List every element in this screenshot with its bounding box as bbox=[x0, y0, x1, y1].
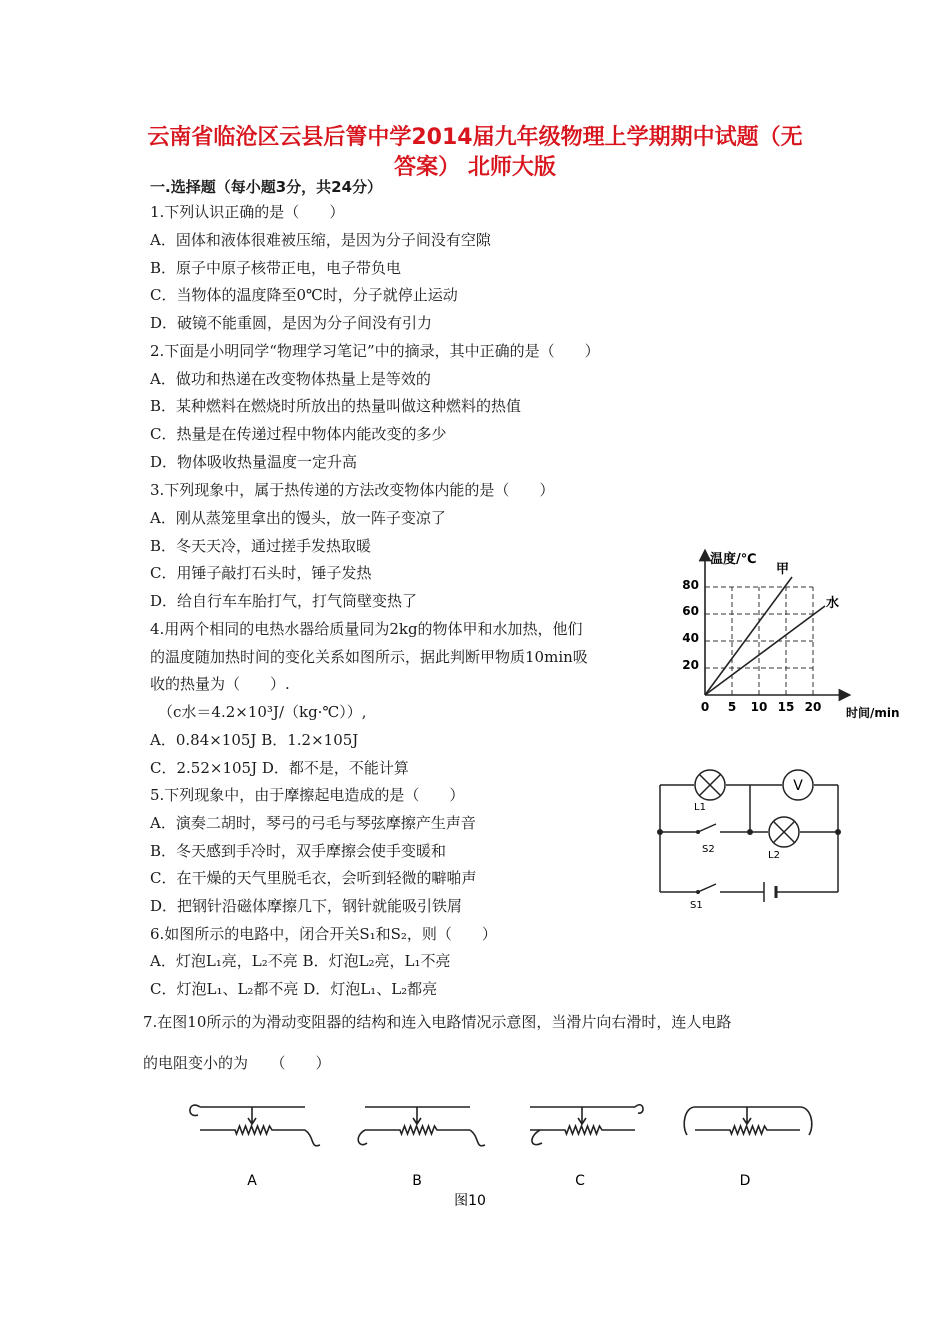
rheostat-c-wire-left bbox=[532, 1130, 542, 1145]
rheostat-a-slider bbox=[248, 1107, 256, 1124]
rheostat-c-wire-right bbox=[635, 1105, 643, 1113]
question-2-option-d: D．物体吸收热量温度一定升高 bbox=[150, 453, 358, 471]
question-1-option-a: A．固体和液体很难被压缩，是因为分子间没有空隙 bbox=[150, 231, 491, 249]
x-tick-20: 20 bbox=[804, 700, 822, 714]
rheostat-c-slider bbox=[578, 1107, 586, 1124]
question-5-option-d: D．把钢针沿磁体摩擦几下，钢针就能吸引铁屑 bbox=[150, 897, 463, 915]
y-tick-20: 20 bbox=[682, 658, 699, 672]
lamp-l1-icon bbox=[695, 770, 725, 800]
series-line-shui bbox=[705, 606, 825, 695]
question-4-options-ab: A．0.84×105J B．1.2×105J bbox=[150, 731, 359, 749]
question-3-option-a: A．刚从蒸笼里拿出的馒头，放一阵子变凉了 bbox=[150, 509, 446, 527]
rheostat-a-wire-right bbox=[305, 1130, 320, 1146]
title-line-2: 答案） 北师大版 bbox=[394, 155, 556, 180]
rheostat-d-wire-right bbox=[800, 1107, 812, 1135]
temperature-graph bbox=[670, 545, 920, 734]
question-1-option-c: C．当物体的温度降至0℃时，分子就停止运动 bbox=[150, 286, 458, 304]
rheostat-c-coil bbox=[530, 1126, 635, 1134]
question-3-option-d: D．给自行车车胎打气，打气筒壁变热了 bbox=[150, 592, 418, 610]
switch-s2-label: S2 bbox=[702, 844, 715, 855]
junction-dots bbox=[657, 829, 841, 894]
question-4-options-cd: C．2.52×105J D．都不是，不能计算 bbox=[150, 759, 409, 777]
x-tick-10: 10 bbox=[750, 700, 768, 714]
rheostat-d-wire-left bbox=[684, 1107, 695, 1135]
question-2: 2.下面是小明同学“物理学习笔记”中的摘录，其中正确的是（ ） bbox=[150, 342, 600, 360]
x-tick-5: 5 bbox=[727, 700, 737, 714]
circuit-diagram bbox=[650, 760, 850, 914]
question-1-option-b: B．原子中原子核带正电，电子带负电 bbox=[150, 259, 402, 277]
question-5-option-b: B．冬天感到手冷时，双手摩擦会使手变暖和 bbox=[150, 842, 447, 860]
voltmeter-label: V bbox=[793, 778, 803, 794]
question-4-line-3: 收的热量为（ ）. bbox=[150, 675, 290, 693]
document-title bbox=[120, 123, 830, 183]
question-1-option-d: D．破镜不能重圆，是因为分子间没有引力 bbox=[150, 314, 433, 332]
y-axis-label: 温度/℃ bbox=[710, 552, 757, 567]
battery-icon bbox=[764, 882, 776, 902]
switch-s1-label: S1 bbox=[690, 900, 703, 910]
y-tick-40: 40 bbox=[682, 631, 699, 645]
x-axis-label: 时间/min bbox=[846, 706, 900, 720]
question-2-option-c: C．热量是在传递过程中物体内能改变的多少 bbox=[150, 425, 447, 443]
question-7-line-1: 7.在图10所示的为滑动变阻器的结构和连入电路情况示意图，当滑片向右滑时，连人电路 bbox=[143, 1013, 732, 1031]
y-tick-80: 80 bbox=[682, 578, 699, 592]
lamp-l2-label: L2 bbox=[768, 850, 780, 861]
rheostat-b-coil bbox=[365, 1126, 470, 1134]
x-tick-15: 15 bbox=[777, 700, 795, 714]
rheostat-label-c: C bbox=[575, 1173, 585, 1189]
rheostat-a-coil bbox=[200, 1126, 305, 1134]
question-7-line-2: 的电阻变小的为 （ ） bbox=[143, 1054, 331, 1072]
question-6-options-cd: C．灯泡L₁、L₂都不亮 D．灯泡L₁、L₂都亮 bbox=[150, 980, 438, 998]
question-5: 5.下列现象中，由于摩擦起电造成的是（ ） bbox=[150, 786, 465, 804]
rheostat-a-wire-left bbox=[190, 1105, 200, 1115]
question-2-option-b: B．某种燃料在燃烧时所放出的热量叫做这种燃料的热值 bbox=[150, 397, 522, 415]
x-tick-0: 0 bbox=[700, 700, 710, 714]
rheostat-b-slider bbox=[413, 1107, 421, 1124]
question-4-line-4: （c水＝4.2×10³J/（kg·℃））, bbox=[158, 703, 367, 721]
temperature-graph-svg bbox=[670, 545, 920, 730]
question-4-line-1: 4.用两个相同的电热水器给质量同为2kg的物体甲和水加热，他们 bbox=[150, 620, 583, 638]
question-5-option-a: A．演奏二胡时，琴弓的弓毛与琴弦摩擦产生声音 bbox=[150, 814, 476, 832]
voltmeter-icon bbox=[783, 770, 813, 800]
lamp-l1-label: L1 bbox=[694, 802, 706, 813]
question-6: 6.如图所示的电路中，闭合开关S₁和S₂，则（ ） bbox=[150, 925, 497, 943]
question-3-option-c: C．用锤子敲打石头时，锤子发热 bbox=[150, 564, 372, 582]
question-2-option-a: A．做功和热递在改变物体热量上是等效的 bbox=[150, 370, 431, 388]
rheostat-label-d: D bbox=[739, 1173, 751, 1189]
section-heading: 一.选择题（每小题3分，共24分） bbox=[150, 178, 383, 196]
rheostat-label-a: A bbox=[247, 1173, 257, 1189]
figure-caption: 图10 bbox=[454, 1193, 486, 1209]
rheostat-figure bbox=[170, 1085, 830, 1219]
question-4-line-2: 的温度随加热时间的变化关系如图所示，据此判断甲物质10min吸 bbox=[150, 648, 588, 666]
series-label-jia: 甲 bbox=[776, 562, 790, 577]
lamp-l2-icon bbox=[769, 817, 799, 847]
question-1: 1.下列认识正确的是（ ） bbox=[150, 203, 345, 221]
rheostat-b-wire-right bbox=[470, 1130, 485, 1146]
question-5-option-c: C．在干燥的天气里脱毛衣，会听到轻微的噼啪声 bbox=[150, 869, 477, 887]
question-6-options-ab: A．灯泡L₁亮，L₂不亮 B．灯泡L₂亮，L₁不亮 bbox=[150, 952, 451, 970]
y-tick-60: 60 bbox=[682, 604, 699, 618]
circuit-diagram-svg bbox=[650, 760, 850, 910]
rheostat-d-slider bbox=[743, 1107, 751, 1124]
series-label-shui: 水 bbox=[826, 596, 840, 611]
rheostat-b-wire-left bbox=[358, 1130, 367, 1145]
graph-grid bbox=[705, 587, 813, 695]
rheostat-label-b: B bbox=[412, 1173, 422, 1189]
series-line-jia bbox=[705, 577, 792, 695]
question-3-option-b: B．冬天天冷，通过搓手发热取暖 bbox=[150, 537, 372, 555]
title-line-1: 云南省临沧区云县后箐中学2014届九年级物理上学期期中试题（无 bbox=[147, 125, 803, 150]
rheostat-d-coil bbox=[695, 1126, 800, 1134]
rheostat-figure-svg bbox=[170, 1085, 830, 1215]
question-3: 3.下列现象中，属于热传递的方法改变物体内能的是（ ） bbox=[150, 481, 555, 499]
